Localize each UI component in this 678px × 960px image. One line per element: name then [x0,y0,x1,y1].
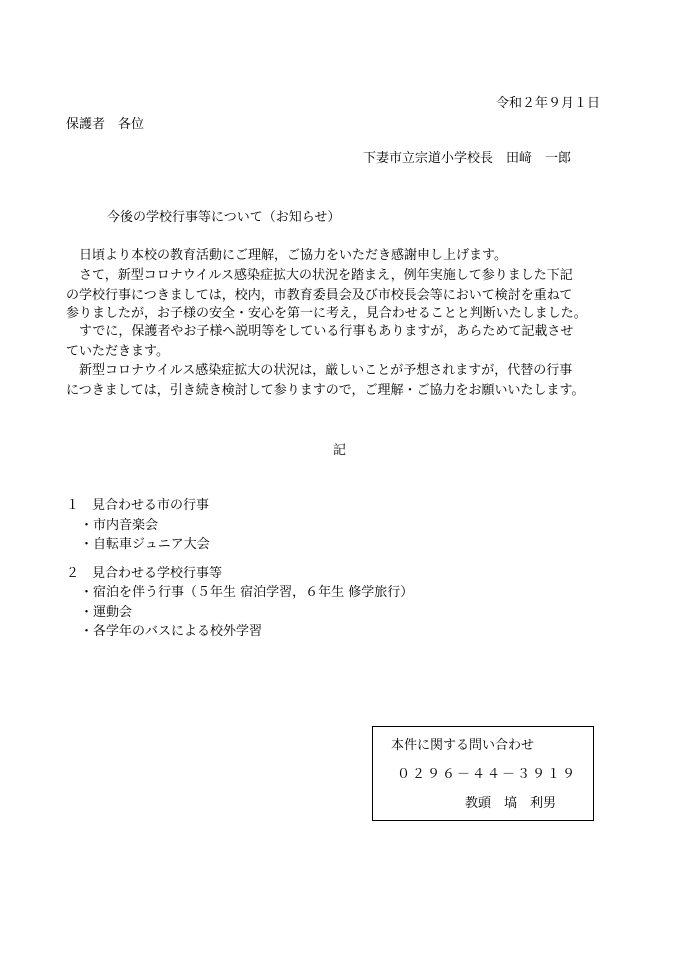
contact-person: 教頭 塙 利男 [465,796,557,811]
body-line: の学校行事につきましては，校内，市教育委員会及び市校長会等において検討を重ねて [66,288,573,303]
body-line: 参りましたが，お子様の安全・安心を第一に考え，見合わせることと判断いたしました。 [66,306,587,321]
body-line: ていただきます。 [66,344,169,359]
list-item: ・各学年のバスによる校外学習 [80,624,263,639]
document-title: 今後の学校行事等について（お知らせ） [107,210,341,225]
sender-line: 下妻市立宗道小学校長 田﨑 一郎 [363,151,572,166]
list-item: ・宿泊を伴う行事（５年生 宿泊学習，６年生 修学旅行） [80,585,414,600]
document-date: 令和２年９月１日 [496,96,601,111]
body-line: すでに，保護者やお子様へ説明等をしている行事もありますが，あらためて記載させ [66,324,574,339]
ki-marker: 記 [333,443,347,458]
section-heading: １ 見合わせる市の行事 [66,498,210,513]
contact-box [372,726,594,821]
contact-heading: 本件に関する問い合わせ [391,738,535,753]
body-line: 新型コロナウイルス感染症拡大の状況は，厳しいことが予想されますが，代替の行事 [66,363,573,378]
section-heading: ２ 見合わせる学校行事等 [66,566,223,581]
list-item: ・市内音楽会 [80,518,159,533]
list-item: ・自転車ジュニア大会 [80,537,210,552]
recipient-line: 保護者 各位 [66,117,145,132]
contact-phone: ０２９６－４４－３９１９ [397,767,578,782]
list-item: ・運動会 [80,605,133,620]
body-line: 日頃より本校の教育活動にご理解，ご協力をいただき感謝申し上げます。 [66,248,507,263]
body-line: につきましては，引き続き検討して参りますので，ご理解・ご協力をお願いいたします。 [66,383,585,398]
body-line: さて，新型コロナウイルス感染症拡大の状況を踏まえ，例年実施して参りました下記 [66,268,573,283]
